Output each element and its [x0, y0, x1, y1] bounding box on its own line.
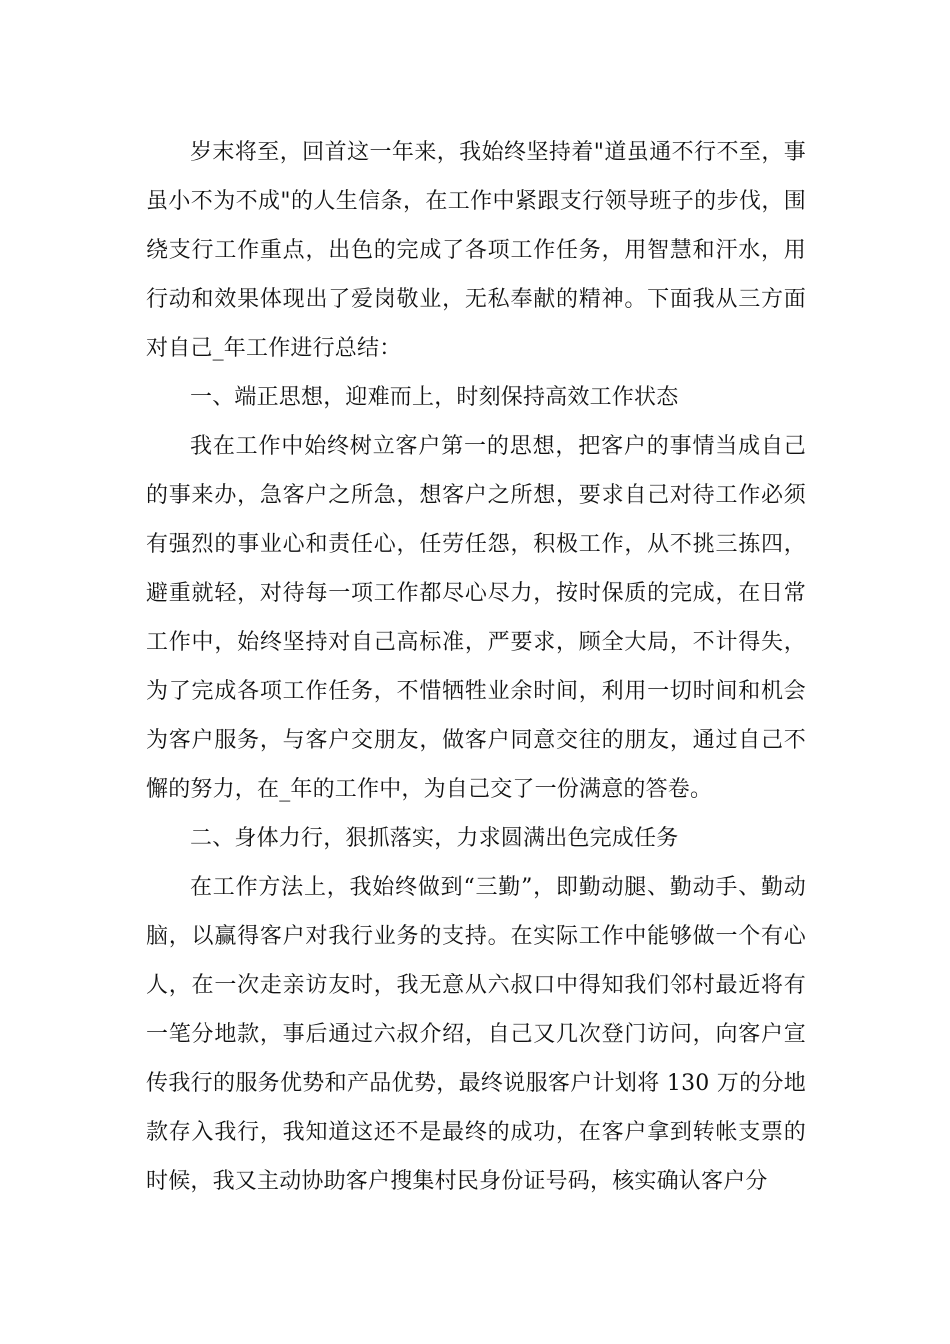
intro-paragraph: 岁末将至，回首这一年来，我始终坚持着"道虽通不行不至，事虽小不为不成"的人生信条，在工作中紧跟支行领导班子的步伐，围绕支行工作重点，出色的完成了各项工作任务，用智慧和汗水，用行动和效果体现出了爱岗敬业，无私奉献的精神。下面我从三方面对自己_年工作进行总结：: [146, 140, 806, 361]
section-heading-2: 二、身体力行，狠抓落实，力求圆满出色完成任务: [190, 826, 679, 851]
section-heading-1: 一、端正思想，迎难而上，时刻保持高效工作状态: [190, 385, 679, 410]
document-body: [146, 128, 806, 1206]
section-1-paragraph: 我在工作中始终树立客户第一的思想，把客户的事情当成自己的事来办，急客户之所急，想客户之所想，要求自己对待工作必须有强烈的事业心和责任心，任劳任怨，积极工作，从不挑三拣四，避重就轻，对待每一项工作都尽心尽力，按时保质的完成，在日常工作中，始终坚持对自己高标准，严要求，顾全大局，不计得失，为了完成各项工作任务，不惜牺牲业余时间，利用一切时间和机会为客户服务，与客户交朋友，做客户同意交往的朋友，通过自己不懈的努力，在_年的工作中，为自己交了一份满意的答卷。: [146, 434, 806, 802]
section-2-paragraph: 在工作方法上，我始终做到“三勤”，即勤动腿、勤动手、勤动脑，以赢得客户对我行业务的支持。在实际工作中能够做一个有心人，在一次走亲访友时，我无意从六叔口中得知我们邻村最近将有一笔分地款，事后通过六叔介绍，自己又几次登门访问，向客户宣传我行的服务优势和产品优势，最终说服客户计划将 130 万的分地款存入我行，我知道这还不是最终的成功，在客户拿到转帐支票的时候，我又主动协助客户搜集村民身份证号码，核实确认客户分: [146, 875, 806, 1194]
